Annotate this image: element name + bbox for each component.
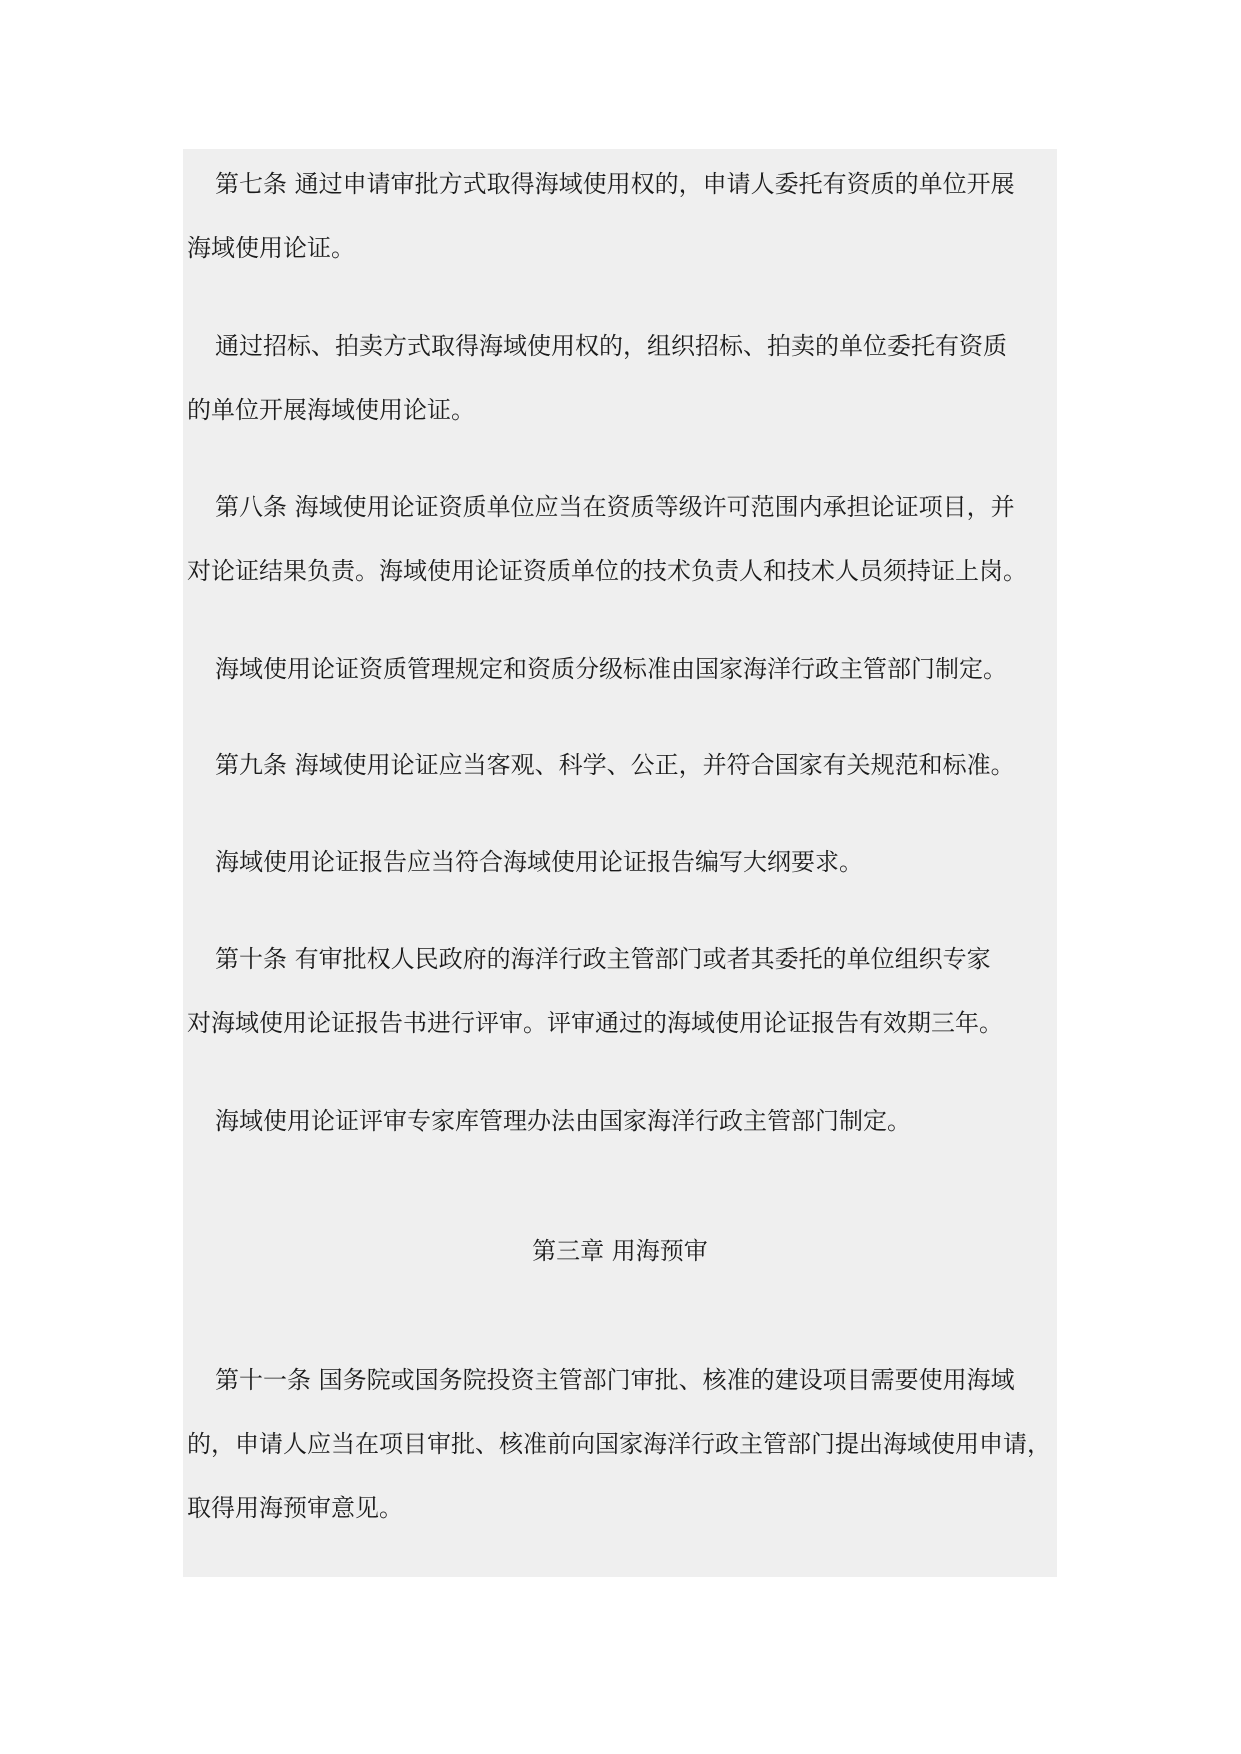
paragraph-line: 取得用海预审意见。 [187, 1494, 403, 1522]
paragraph-line: 的单位开展海域使用论证。 [187, 396, 475, 424]
paragraph-article-9-outline [187, 830, 1053, 894]
paragraph-line: 第七条 通过申请审批方式取得海域使用权的，申请人委托有资质的单位开展 [215, 170, 1015, 198]
paragraph-article-10-expert-pool [187, 1089, 1053, 1153]
paragraph-article-9 [187, 733, 1053, 797]
paragraph-line: 对论证结果负责。海域使用论证资质单位的技术负责人和技术人员须持证上岗。 [187, 557, 1027, 585]
paragraph-article-8 [187, 475, 1053, 603]
paragraph-article-7-bidding [187, 314, 1053, 442]
paragraph-line: 的，申请人应当在项目审批、核准前向国家海洋行政主管部门提出海域使用申请， [187, 1430, 1051, 1458]
paragraph-line: 通过招标、拍卖方式取得海域使用权的，组织招标、拍卖的单位委托有资质 [215, 332, 1007, 360]
paragraph-article-10 [187, 927, 1053, 1055]
paragraph-line: 第十一条 国务院或国务院投资主管部门审批、核准的建设项目需要使用海域 [215, 1366, 1015, 1394]
paragraph-line: 海域使用论证。 [187, 234, 355, 262]
paragraph-line: 对海域使用论证报告书进行评审。评审通过的海域使用论证报告有效期三年。 [187, 1009, 1003, 1037]
paragraph-article-11 [187, 1348, 1053, 1540]
paragraph-line: 第九条 海域使用论证应当客观、科学、公正，并符合国家有关规范和标准。 [215, 751, 1015, 779]
paragraph-article-7 [187, 152, 1053, 280]
paragraph-line: 海域使用论证报告应当符合海域使用论证报告编写大纲要求。 [215, 848, 863, 876]
paragraph-line: 海域使用论证资质管理规定和资质分级标准由国家海洋行政主管部门制定。 [215, 655, 1007, 683]
paragraph-line: 第八条 海域使用论证资质单位应当在资质等级许可范围内承担论证项目，并 [215, 493, 1015, 521]
paragraph-line: 海域使用论证评审专家库管理办法由国家海洋行政主管部门制定。 [215, 1107, 911, 1135]
paragraph-line: 第十条 有审批权人民政府的海洋行政主管部门或者其委托的单位组织专家 [215, 945, 991, 973]
chapter-heading: 第三章 用海预审 [532, 1237, 708, 1265]
paragraph-article-8-standards [187, 637, 1053, 701]
